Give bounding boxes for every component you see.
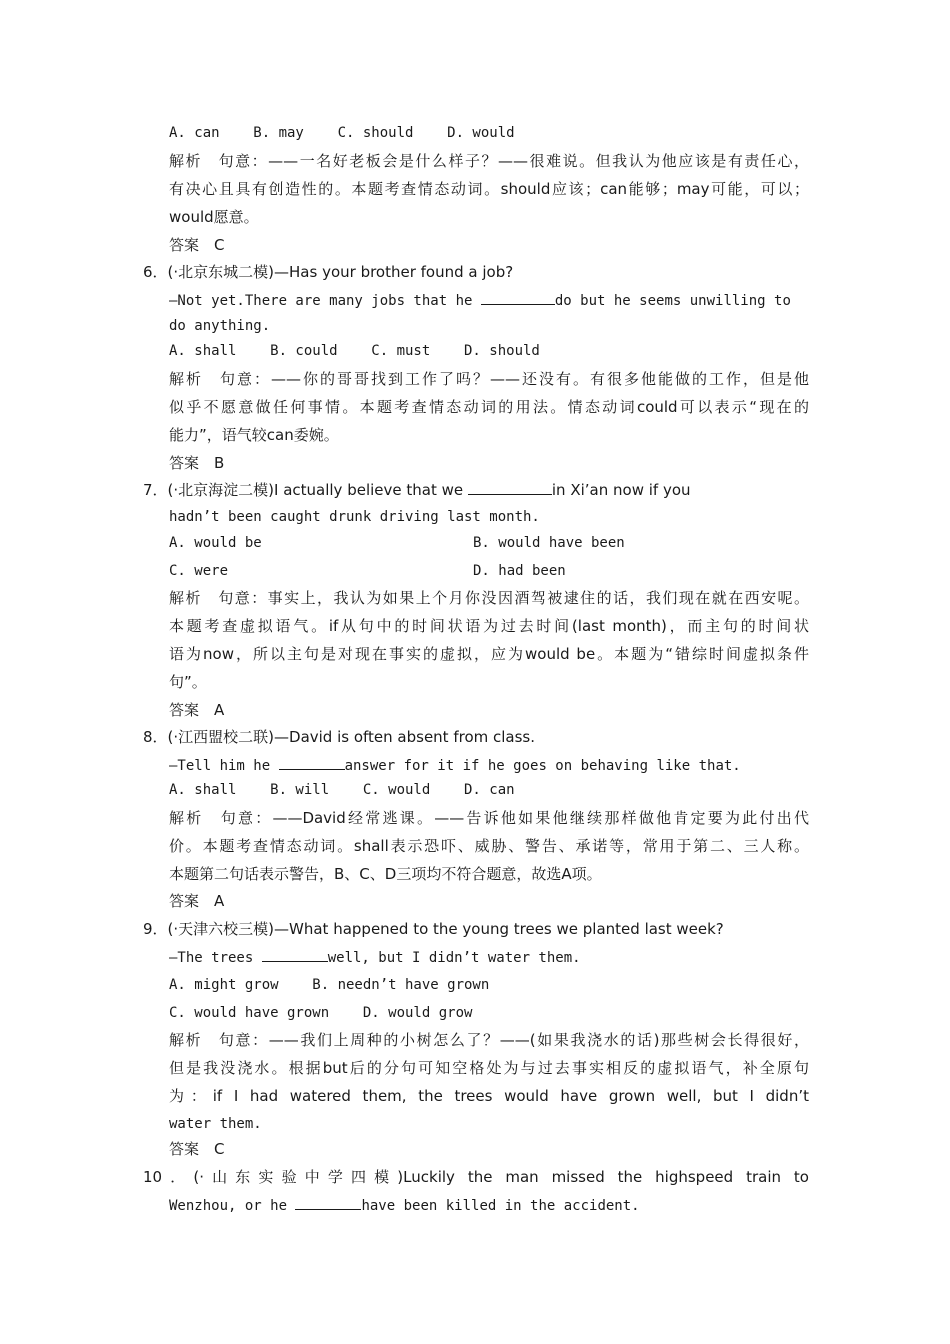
q9-stem-line-2 — [169, 947, 581, 967]
q9-options-line-1: A. might grow B. needn’t have grown — [169, 977, 490, 993]
q7-stem-line-1 — [143, 480, 691, 500]
q7-option-b: B. would have been — [473, 535, 625, 551]
q8-blank — [279, 755, 345, 770]
q6-blank — [481, 290, 555, 305]
q9-blank — [262, 947, 328, 962]
q9-analysis-line-2: 但是我没浇水。根据but后的分句可知空格处为与过去事实相反的虚拟语气，补全原句 — [169, 1059, 809, 1077]
q6-analysis-line-3: 能力”，语气较can委婉。 — [169, 426, 339, 444]
q9-options-line-2: C. would have grown D. would grow — [169, 1005, 473, 1021]
q8-stem-text-b: answer for it if he goes on behaving like that. — [344, 758, 741, 774]
q7-option-d: D. had been — [473, 563, 566, 579]
q5-answer: 答案 C — [169, 236, 225, 254]
q7-stem-line-2: hadn’t been caught drunk driving last month. — [169, 509, 540, 525]
q8-options: A. shall B. will C. would D. can — [169, 782, 515, 798]
q6-stem-line-2 — [169, 290, 791, 310]
q5-analysis-line-3: would愿意。 — [169, 208, 259, 226]
q7-option-c: C. were — [169, 563, 229, 579]
q7-stem-text-b: in Xi’an now if you — [551, 481, 691, 499]
q6-options: A. shall B. could C. must D. should — [169, 343, 540, 359]
q5-analysis-line-2: 有决心且具有创造性的。本题考查情态动词。should应该；can能够；may可能，可以； — [169, 180, 809, 198]
q10-stem-text-b: have been killed in the accident. — [361, 1198, 640, 1214]
q8-answer: 答案 A — [169, 892, 225, 910]
q9-stem-text-a: —The trees — [169, 950, 262, 966]
q6-stem-text-b: do but he seems unwilling to — [554, 293, 791, 309]
q6-answer: 答案 B — [169, 454, 225, 472]
q8-analysis-line-1: 解析 句意：——David经常逃课。——告诉他如果他继续那样做他肯定要为此付出代 — [169, 809, 809, 827]
q8-stem-line-1: 8．(·江西盟校二联)—David is often absent from class. — [143, 728, 536, 746]
q10-blank — [295, 1195, 361, 1210]
q5-analysis-line-1: 解析 句意：——一名好老板会是什么样子？——很难说。但我认为他应该是有责任心， — [169, 152, 809, 170]
q7-answer: 答案 A — [169, 701, 225, 719]
q7-analysis-line-2: 本题考查虚拟语气。if从句中的时间状语为过去时间(last month)，而主句的时间状 — [169, 617, 809, 635]
q6-analysis-line-1: 解析 句意：——你的哥哥找到工作了吗？——还没有。有很多他能做的工作，但是他 — [169, 370, 809, 388]
q6-analysis-line-2: 似乎不愿意做任何事情。本题考查情态动词的用法。情态动词could可以表示“现在的 — [169, 398, 809, 416]
q9-analysis-line-3: 为：if I had watered them, the trees would have grown well, but I didn’t — [169, 1087, 809, 1105]
q9-stem-line-1: 9．(·天津六校三模)—What happened to the young trees we planted last week? — [143, 920, 724, 938]
q9-analysis-line-4: water them. — [169, 1116, 262, 1132]
q9-answer: 答案 C — [169, 1140, 225, 1158]
q7-option-a: A. would be — [169, 535, 262, 551]
q5-options: A. can B. may C. should D. would — [169, 125, 515, 141]
q7-analysis-line-1: 解析 句意：事实上，我认为如果上个月你没因酒驾被逮住的话，我们现在就在西安呢。 — [169, 589, 809, 607]
q7-stem-text-a: 7．(·北京海淀二模)I actually believe that we — [143, 481, 468, 499]
q10-stem-line-2 — [169, 1195, 640, 1215]
q9-analysis-line-1: 解析 句意：——我们上周种的小树怎么了？——(如果我浇水的话)那些树会长得很好， — [169, 1031, 809, 1049]
q10-stem-text-a: Wenzhou, or he — [169, 1198, 296, 1214]
q8-stem-text-a: —Tell him he — [169, 758, 279, 774]
q6-stem-line-1: 6．(·北京东城二模)—Has your brother found a job? — [143, 263, 514, 281]
q8-analysis-line-3: 本题第二句话表示警告，B、C、D三项均不符合题意，故选A项。 — [169, 865, 602, 883]
q8-analysis-line-2: 价。本题考查情态动词。shall表示恐吓、威胁、警告、承诺等，常用于第二、三人称。 — [169, 837, 809, 855]
q6-stem-text-a: —Not yet.There are many jobs that he — [169, 293, 481, 309]
q6-stem-line-3: do anything. — [169, 318, 271, 334]
q8-stem-line-2 — [169, 755, 741, 775]
q10-stem-line-1: 10．(·山东实验中学四模)Luckily the man missed the highspeed train to — [143, 1168, 809, 1186]
q7-analysis-line-3: 语为now，所以主句是对现在事实的虚拟，应为would be。本题为“错综时间虚拟条件 — [169, 645, 809, 663]
q7-analysis-line-4: 句”。 — [169, 673, 207, 691]
q9-stem-text-b: well, but I didn’t water them. — [327, 950, 581, 966]
q7-blank — [468, 480, 552, 495]
